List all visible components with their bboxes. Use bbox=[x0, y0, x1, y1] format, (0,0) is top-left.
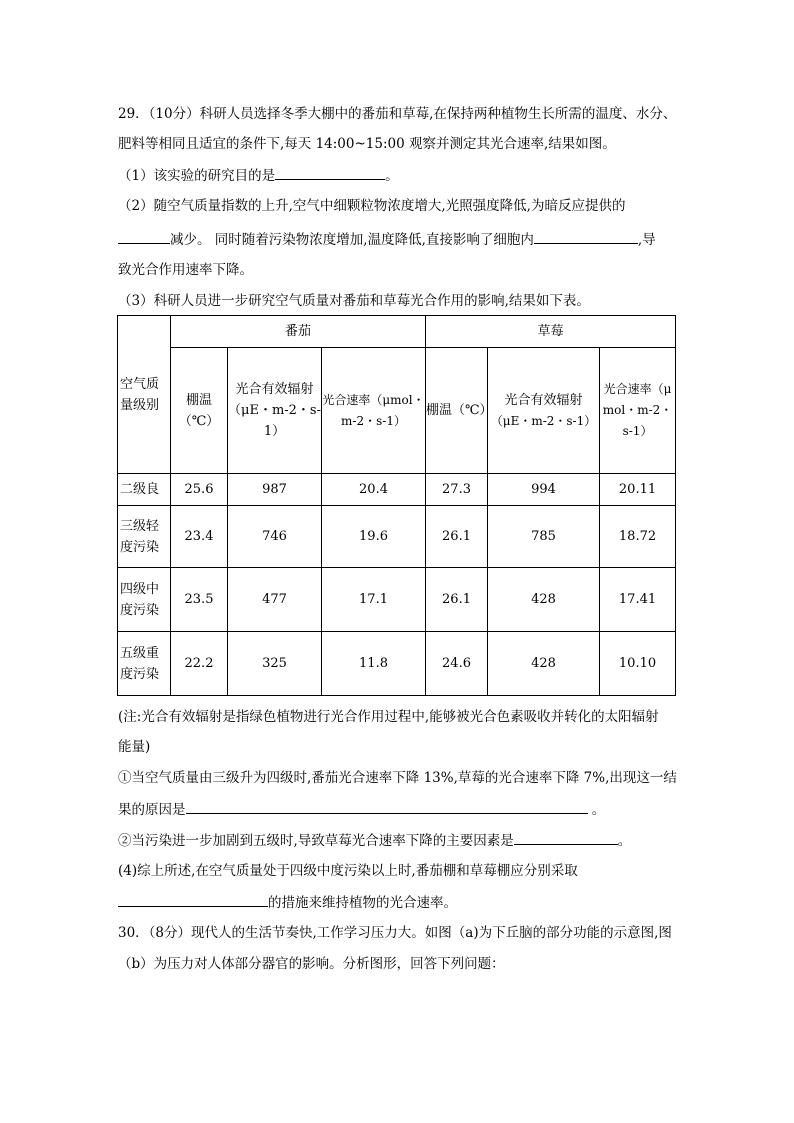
row-level: 二级良 bbox=[118, 474, 171, 506]
q29-part1-end: 。 bbox=[385, 168, 399, 184]
q29-line1: 29．（10分）科研人员选择冬季大棚中的番茄和草莓,在保持两种植物生长所需的温度、水分、 bbox=[118, 106, 677, 122]
p4-line1: (4)综上所述,在空气质量处于四级中度污染以上时,番茄棚和草莓棚应分别采取 bbox=[118, 863, 578, 879]
c1-text: 果的原因是 bbox=[118, 802, 186, 818]
row-level: 三级轻度污染 bbox=[118, 506, 171, 568]
cell-strawberry-temp: 26.1 bbox=[426, 568, 488, 632]
q29-line2: 肥料等相同且适宜的条件下,每天 14:00~15:00 观察并测定其光合速率,结果如图。 bbox=[118, 136, 616, 152]
cell-tomato-temp: 23.5 bbox=[171, 568, 228, 632]
header-tomato: 番茄 bbox=[171, 316, 426, 348]
c2-end: 。 bbox=[617, 833, 632, 849]
row-level: 五级重度污染 bbox=[118, 632, 171, 696]
q29-part2-line2 bbox=[118, 229, 656, 249]
c1-line2 bbox=[118, 799, 605, 819]
row-level: 四级中度污染 bbox=[118, 568, 171, 632]
note-line1: (注:光合有效辐射是指绿色植物进行光合作用过程中,能够被光合色素吸收并转化的太阳辐射 bbox=[118, 709, 659, 725]
answer-blank-3 bbox=[534, 229, 638, 244]
cell-strawberry-rate: 18.72 bbox=[600, 506, 676, 568]
c1-line1: ①当空气质量由三级升为四级时,番茄光合速率下降 13%,草莓的光合速率下降 7%,出现这一结 bbox=[118, 770, 677, 786]
q29-part1-text: （1）该实验的研究目的是 bbox=[118, 168, 276, 184]
cell-strawberry-temp: 27.3 bbox=[426, 474, 488, 506]
cell-tomato-temp: 22.2 bbox=[171, 632, 228, 696]
q29-part2-line3: 致光合作用速率下降。 bbox=[118, 262, 253, 278]
note-line2: 能量) bbox=[118, 739, 151, 755]
header-strawberry: 草莓 bbox=[426, 316, 676, 348]
cell-strawberry-par: 428 bbox=[488, 568, 600, 632]
cell-strawberry-rate: 10.10 bbox=[600, 632, 676, 696]
header-tomato-par: 光合有效辐射（μE・m-2・s-1） bbox=[228, 348, 322, 474]
answer-blank-2 bbox=[118, 229, 170, 244]
table-row bbox=[118, 568, 676, 632]
cell-tomato-rate: 17.1 bbox=[322, 568, 426, 632]
q29-part2-end: ,导 bbox=[637, 232, 656, 248]
answer-blank-6 bbox=[118, 892, 268, 907]
table-row bbox=[118, 474, 676, 506]
cell-strawberry-par: 994 bbox=[488, 474, 600, 506]
q29-part2-line1: （2）随空气质量指数的上升,空气中细颗粒物浓度增大,光照强度降低,为暗反应提供的 bbox=[118, 198, 626, 214]
table-row bbox=[118, 632, 676, 696]
cell-tomato-temp: 23.4 bbox=[171, 506, 228, 568]
cell-tomato-temp: 25.6 bbox=[171, 474, 228, 506]
p4-text: 的措施来维持植物的光合速率。 bbox=[268, 895, 457, 911]
header-strawberry-par bbox=[488, 348, 600, 474]
p4-line2 bbox=[118, 892, 457, 912]
cell-tomato-rate: 19.6 bbox=[322, 506, 426, 568]
cell-strawberry-par: 428 bbox=[488, 632, 600, 696]
cell-strawberry-temp: 26.1 bbox=[426, 506, 488, 568]
q30-line2: （b）为压力对人体部分器官的影响。分析图形，回答下列问题： bbox=[118, 956, 505, 972]
cell-strawberry-temp: 24.6 bbox=[426, 632, 488, 696]
answer-blank-4 bbox=[186, 799, 588, 814]
cell-tomato-par: 987 bbox=[228, 474, 322, 506]
header-strawberry-par-title: 光合有效辐射 bbox=[504, 392, 583, 408]
cell-tomato-rate: 20.4 bbox=[322, 474, 426, 506]
cell-strawberry-rate: 20.11 bbox=[600, 474, 676, 506]
cell-tomato-par: 746 bbox=[228, 506, 322, 568]
c2-line bbox=[118, 830, 631, 850]
header-strawberry-temp: 棚温（℃） bbox=[426, 348, 488, 474]
cell-tomato-par: 477 bbox=[228, 568, 322, 632]
header-tomato-temp: 棚温（℃） bbox=[171, 348, 228, 474]
q29-part1 bbox=[118, 165, 399, 185]
cell-tomato-rate: 11.8 bbox=[322, 632, 426, 696]
header-strawberry-par-unit: （μE・m-2・s-1） bbox=[490, 413, 597, 428]
answer-blank-5 bbox=[514, 830, 618, 845]
cell-tomato-par: 325 bbox=[228, 632, 322, 696]
q30-line1: 30．（8分）现代人的生活节奏快,工作学习压力大。如图（a)为下丘脑的部分功能的示意图,图 bbox=[118, 925, 672, 941]
c2-text: ②当污染进一步加剧到五级时,导致草莓光合速率下降的主要因素是 bbox=[118, 833, 514, 849]
table-row bbox=[118, 506, 676, 568]
q29-part2-text: 减少。 同时随着污染物浓度增加,温度降低,直接影响了细胞内 bbox=[170, 232, 534, 248]
c1-end: 。 bbox=[587, 802, 606, 818]
header-strawberry-rate: 光合速率（μmol・m-2・s-1） bbox=[600, 348, 676, 474]
q29-part3: （3）科研人员进一步研究空气质量对番茄和草莓光合作用的影响,结果如下表。 bbox=[118, 293, 590, 309]
cell-strawberry-par: 785 bbox=[488, 506, 600, 568]
results-table bbox=[117, 315, 676, 696]
header-tomato-rate: 光合速率（μmol・m-2・s-1） bbox=[322, 348, 426, 474]
cell-strawberry-rate: 17.41 bbox=[600, 568, 676, 632]
answer-blank-1 bbox=[275, 165, 385, 180]
header-air-quality: 空气质量级别 bbox=[118, 316, 171, 474]
